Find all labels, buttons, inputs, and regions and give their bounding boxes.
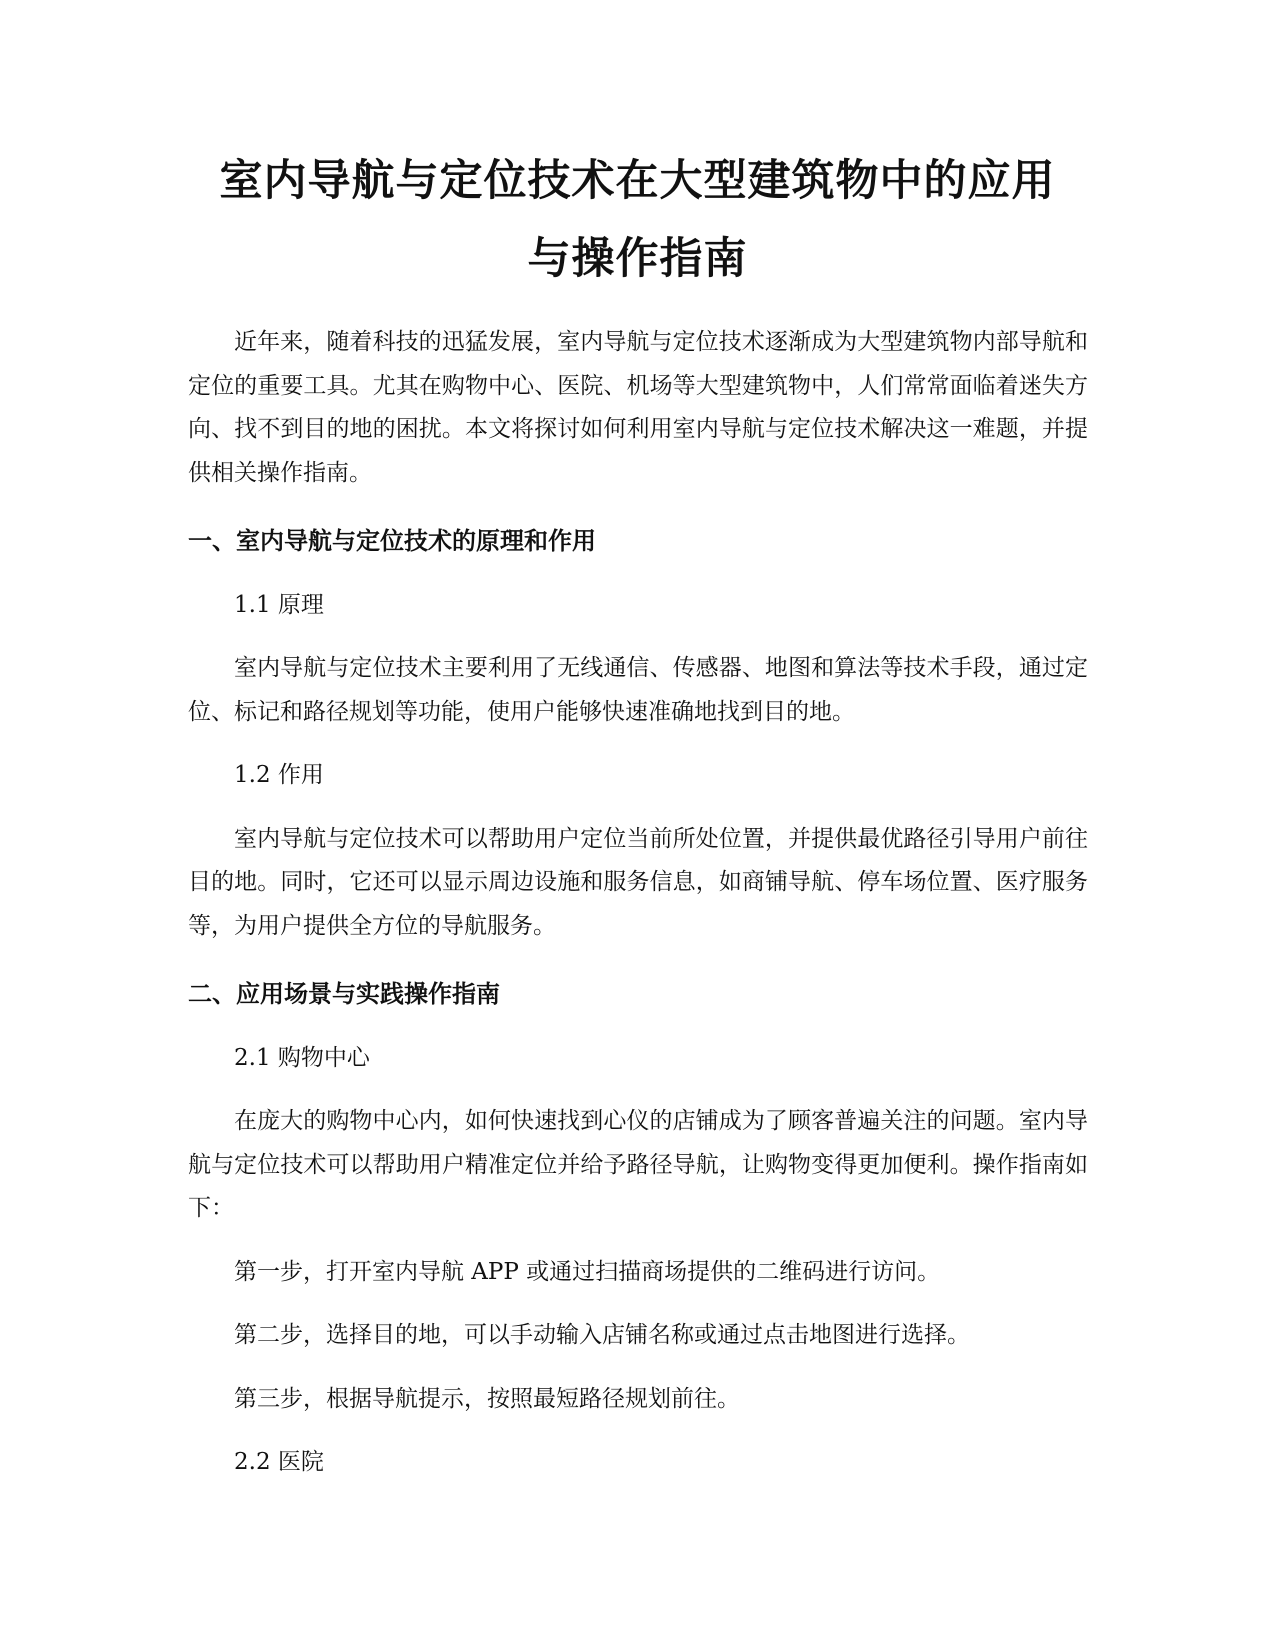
subsection-1-1-text: 室内导航与定位技术主要利用了无线通信、传感器、地图和算法等技术手段，通过定位、标记和路径规划等功能，使用户能够快速准确地找到目的地。 — [188, 655, 1088, 725]
subsection-2-1-title: 2.1 购物中心 — [234, 1044, 370, 1071]
subsection-1-2-title: 1.2 作用 — [234, 762, 324, 788]
subsection-2-2-title: 2.2 医院 — [234, 1449, 324, 1475]
subsection-1-1-title: 1.1 原理 — [234, 591, 324, 618]
section-2-heading: 二、应用场景与实践操作指南 — [188, 980, 500, 1008]
title-line-1: 室内导航与定位技术在大型建筑物中的应用 — [219, 156, 1056, 206]
subsection-2-1-text: 在庞大的购物中心内，如何快速找到心仪的店铺成为了顾客普遍关注的问题。室内导航与定位技术可以帮助用户精准定位并给予路径导航，让购物变得更加便利。操作指南如下： — [188, 1108, 1088, 1221]
step-3-text: 第三步，根据导航提示，按照最短路径规划前往。 — [234, 1385, 740, 1412]
page-title — [130, 142, 1145, 298]
title-line-2: 与操作指南 — [527, 234, 748, 284]
step-2-text: 第二步，选择目的地，可以手动输入店铺名称或通过点击地图进行选择。 — [234, 1322, 970, 1348]
subsection-1-2-text: 室内导航与定位技术可以帮助用户定位当前所处位置，并提供最优路径引导用户前往目的地。同时，它还可以显示周边设施和服务信息，如商铺导航、停车场位置、医疗服务等，为用户提供全方位的导航服务。 — [188, 825, 1088, 939]
step-1-text: 第一步，打开室内导航 APP 或通过扫描商场提供的二维码进行访问。 — [234, 1258, 941, 1285]
document-body — [188, 321, 1088, 1485]
intro-paragraph: 近年来，随着科技的迅猛发展，室内导航与定位技术逐渐成为大型建筑物内部导航和定位的重要工具。尤其在购物中心、医院、机场等大型建筑物中，人们常常面临着迷失方向、找不到目的地的困扰。本文将探讨如何利用室内导航与定位技术解决这一难题，并提供相关操作指南。 — [188, 329, 1088, 486]
section-1-heading: 一、室内导航与定位技术的原理和作用 — [188, 527, 596, 555]
